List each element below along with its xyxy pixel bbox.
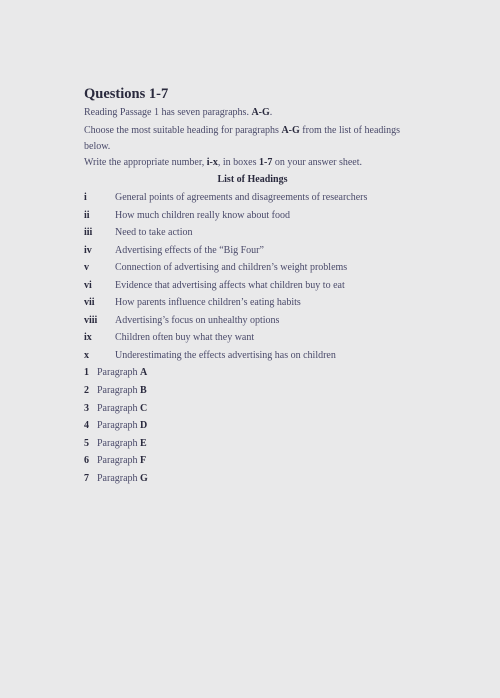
question-number: 2 (84, 385, 89, 396)
paragraph-letter: D (140, 420, 148, 431)
instruction-text: Reading Passage 1 has seven paragraphs. (84, 107, 252, 118)
question-number: 1 (84, 367, 89, 378)
heading-number: vii (84, 297, 95, 308)
heading-number: vi (84, 279, 92, 291)
instruction-text: Choose the most suitable heading for paragraphs (84, 125, 282, 136)
instruction-line-1 (84, 105, 424, 121)
question-label: Paragraph (97, 455, 141, 466)
heading-text: How much children really know about food (115, 209, 290, 221)
instruction-line-3 (84, 155, 424, 171)
heading-number: v (84, 262, 89, 273)
heading-text: How parents influence children’s eating habits (115, 297, 301, 308)
heading-text: Advertising effects of the “Big Four” (115, 244, 264, 256)
paragraph-letter: G (140, 472, 148, 484)
instruction-text: . (269, 107, 273, 118)
instruction-bold: A-G (251, 107, 270, 118)
question-label: Paragraph (97, 385, 141, 396)
heading-text: Children often buy what they want (115, 332, 255, 343)
heading-number: ii (84, 209, 90, 221)
paragraph-letter: E (140, 437, 147, 449)
paragraph-letter: A (140, 367, 148, 378)
heading-number: ix (84, 332, 92, 343)
instruction-text: on your answer sheet. (272, 157, 363, 168)
heading-number: x (84, 349, 89, 361)
question-number: 4 (84, 420, 89, 431)
instruction-bold: A-G (281, 125, 300, 136)
heading-text: Connection of advertising and children’s weight problems (115, 262, 348, 273)
paragraph-letter: B (140, 385, 147, 396)
list-of-headings-title: List of Headings (217, 174, 288, 185)
question-label: Paragraph (97, 472, 141, 484)
heading-number: iii (84, 227, 93, 238)
page-title: Questions 1-7 (84, 86, 169, 102)
heading-number: viii (84, 314, 98, 326)
instruction-text: Write the appropriate number, (84, 157, 207, 168)
instruction-text: from the list of headings below. (84, 125, 401, 152)
heading-text: Evidence that advertising affects what children buy to eat (115, 279, 345, 291)
heading-text: Advertising’s focus on unhealthy options (115, 314, 280, 326)
paragraph-letter: C (140, 402, 148, 414)
instruction-text: , in boxes (217, 157, 259, 168)
instruction-bold: 1-7 (258, 157, 273, 168)
heading-text: Need to take action (115, 227, 193, 238)
question-label: Paragraph (97, 367, 141, 378)
question-number: 3 (84, 402, 89, 414)
heading-text: General points of agreements and disagreements of researchers (115, 192, 368, 203)
paragraph-letter: F (140, 455, 147, 466)
heading-text: Underestimating the effects advertising has on children (115, 349, 336, 361)
heading-number: iv (84, 244, 92, 256)
instruction-bold: i-x (206, 157, 218, 168)
question-number: 5 (84, 437, 89, 449)
instruction-line-2 (84, 123, 424, 154)
question-number: 6 (84, 455, 89, 466)
question-label: Paragraph (97, 437, 141, 449)
question-label: Paragraph (97, 402, 141, 414)
heading-number: i (84, 192, 87, 203)
question-number: 7 (84, 472, 89, 484)
question-label: Paragraph (97, 420, 141, 431)
